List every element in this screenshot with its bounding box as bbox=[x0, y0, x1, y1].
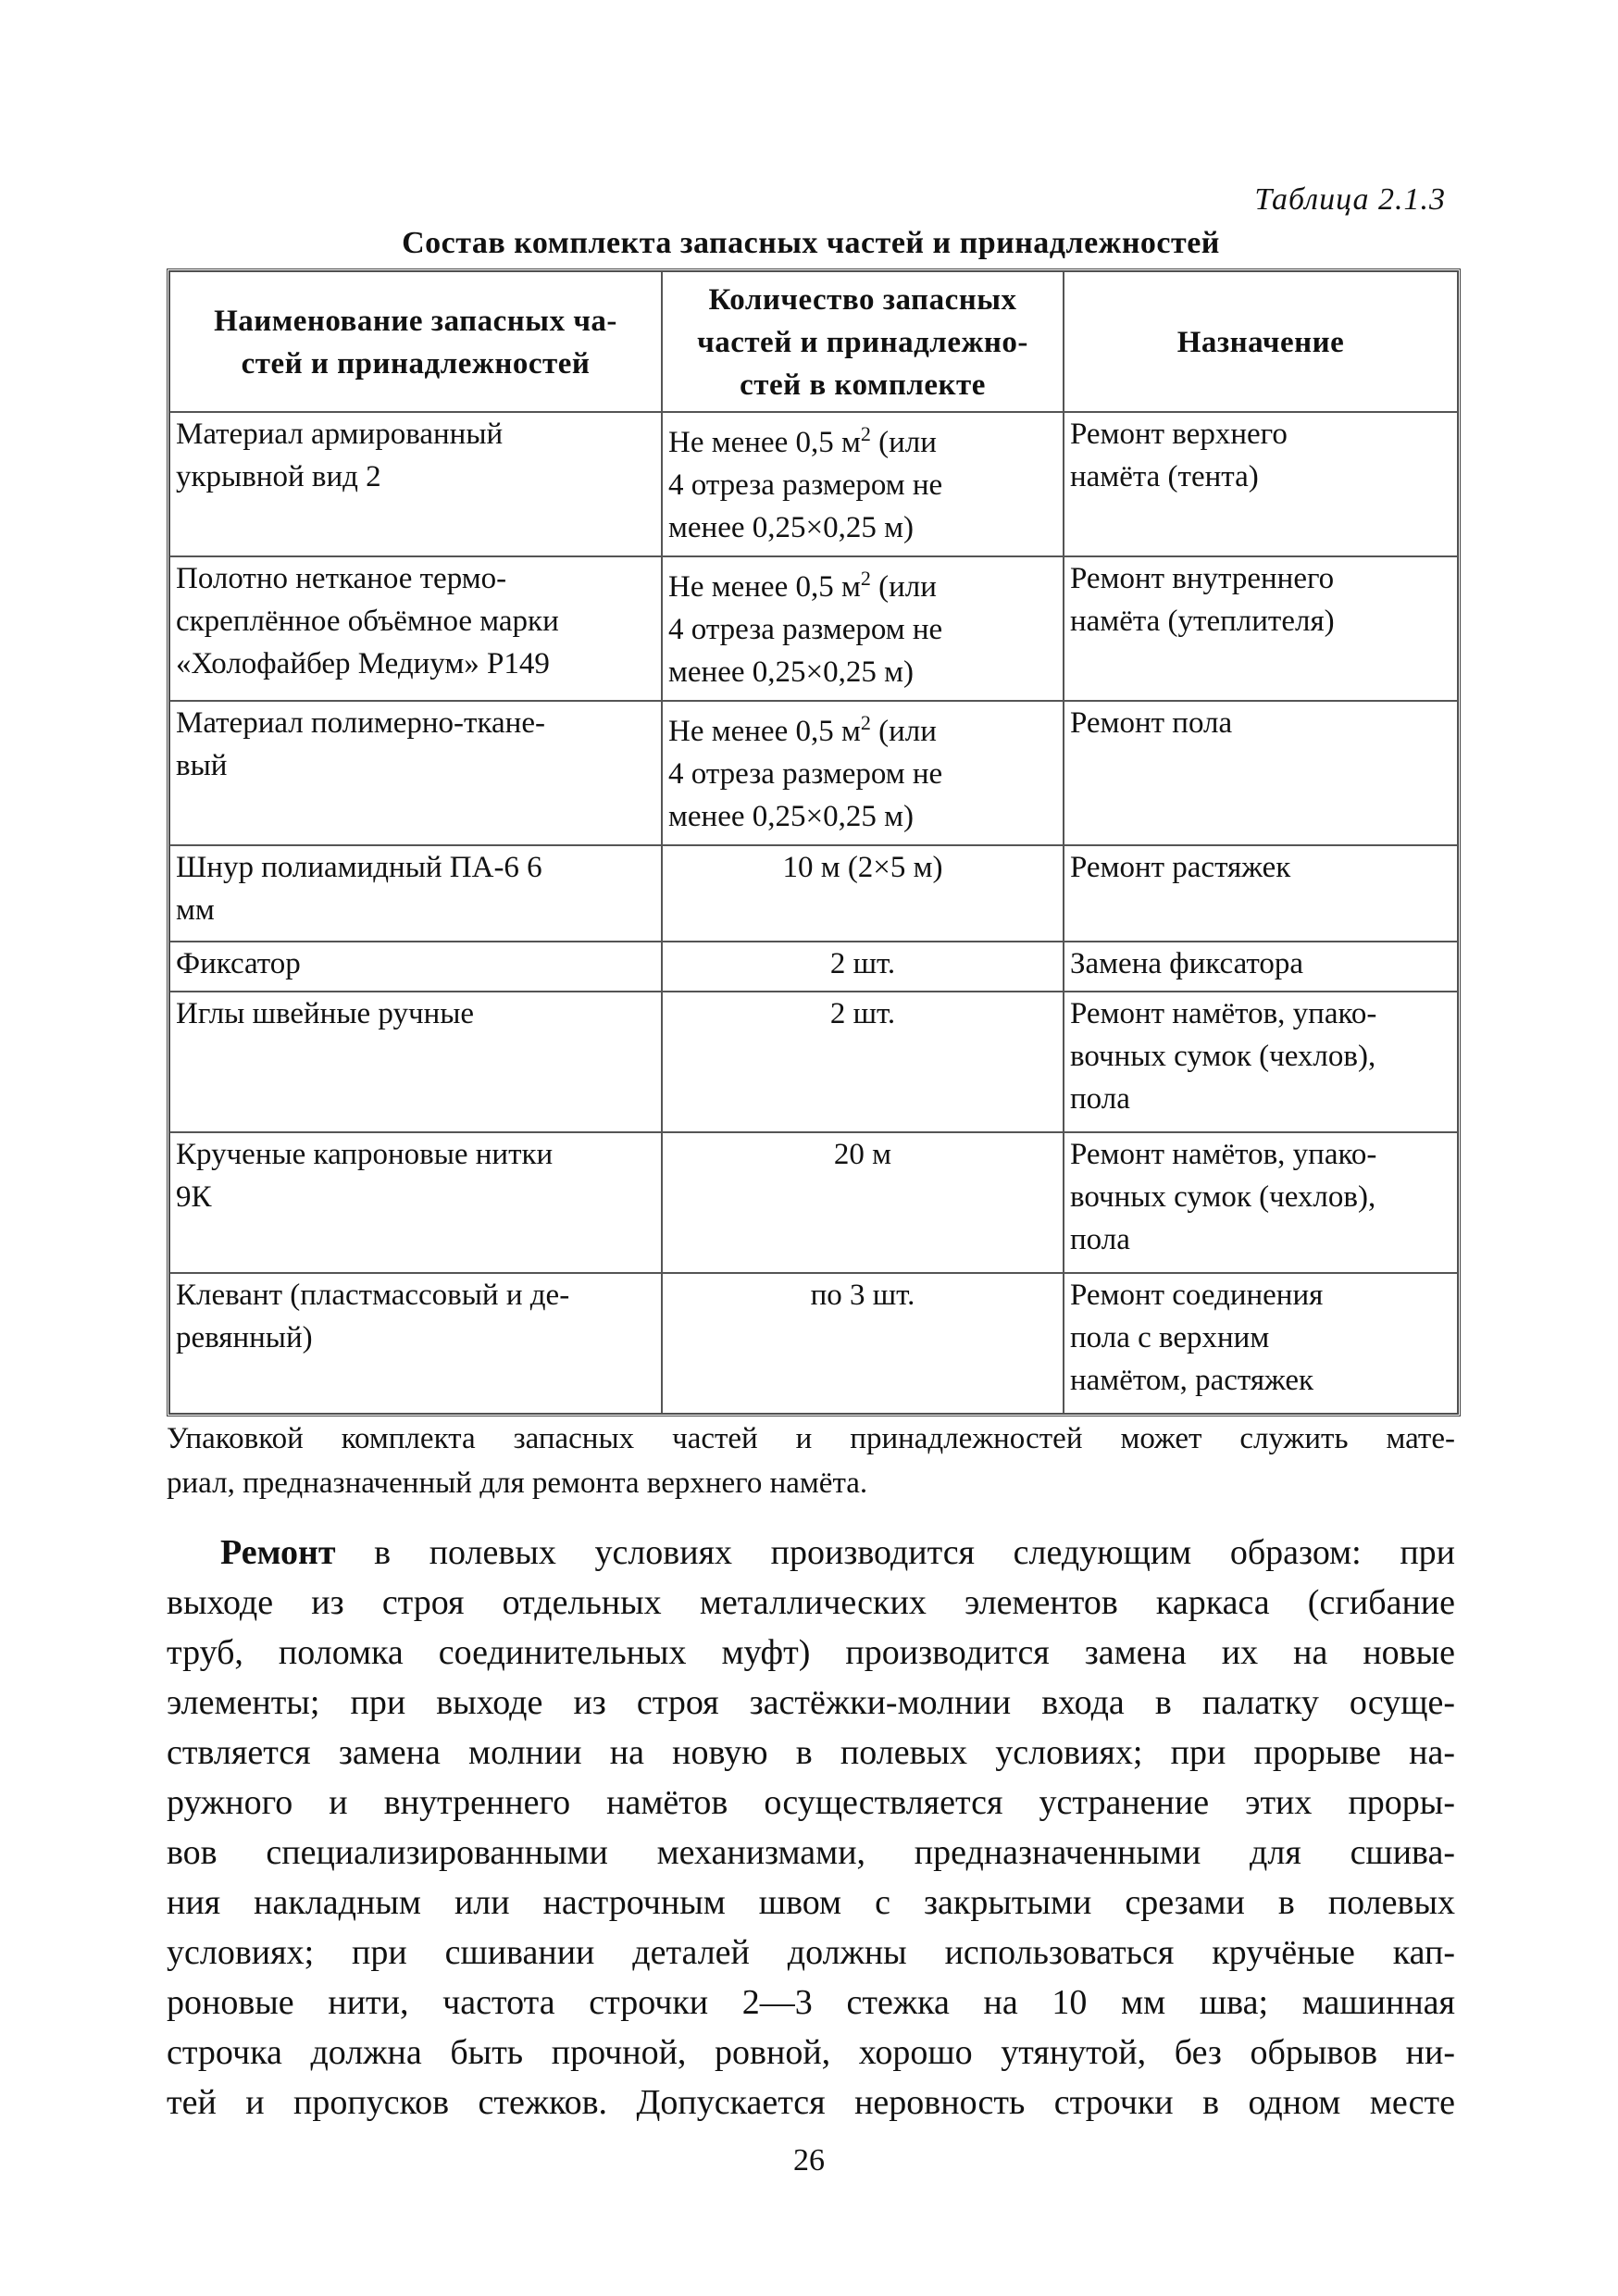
paragraph-line: условиях; при сшивании деталей должны использоваться кручёные кап- bbox=[167, 1933, 1455, 1972]
table-row bbox=[169, 556, 1458, 701]
paragraph-line: ствляется замена молнии на новую в полевых условиях; при прорыве на- bbox=[167, 1733, 1455, 1772]
cell-name: Полотно нетканое термо- скреплённое объёмное марки «Холофайбер Медиум» Р149 bbox=[169, 556, 662, 701]
cell-purpose: Ремонт пола bbox=[1064, 701, 1458, 845]
spare-parts-table bbox=[167, 268, 1461, 1416]
header-name: Наименование запасных ча- стей и принадлежностей bbox=[169, 271, 662, 412]
cell-name: Материал армированный укрывной вид 2 bbox=[169, 412, 662, 556]
paragraph-line: труб, поломка соединительных муфт) производится замена их на новые bbox=[167, 1633, 1455, 1672]
table-header-row bbox=[169, 271, 1458, 412]
table-row bbox=[169, 1273, 1458, 1414]
paragraph-line: тей и пропусков стежков. Допускается неровность строчки в одном месте bbox=[167, 2083, 1455, 2122]
table-row bbox=[169, 701, 1458, 845]
table-row bbox=[169, 942, 1458, 992]
cell-purpose: Ремонт соединения пола с верхним намётом, растяжек bbox=[1064, 1273, 1458, 1414]
spare-parts-table-wrapper bbox=[167, 268, 1455, 1416]
cell-quantity: 2 шт. bbox=[662, 942, 1064, 992]
paragraph-line: ружного и внутреннего намётов осуществляется устранение этих проры- bbox=[167, 1783, 1455, 1822]
cell-quantity: Не менее 0,5 $м^2$ (или 4 отреза размером не менее 0,25×0,25 м) bbox=[662, 556, 1064, 701]
cell-quantity: Не менее 0,5 $м^2$ (или 4 отреза размером не менее 0,25×0,25 м) bbox=[662, 412, 1064, 556]
header-quantity: Количество запасных частей и принадлежно- стей в комплекте bbox=[662, 271, 1064, 412]
table-number: Таблица 2.1.3 bbox=[1254, 182, 1446, 217]
cell-name: Материал полимерно-ткане- вый bbox=[169, 701, 662, 845]
lead-term: Ремонт bbox=[220, 1533, 336, 1572]
paragraph-line: вов специализированными механизмами, предназначенными для сшива- bbox=[167, 1833, 1455, 1872]
cell-quantity: по 3 шт. bbox=[662, 1273, 1064, 1414]
paragraph-line: роновые нити, частота строчки 2—3 стежка на 10 мм шва; машинная bbox=[167, 1983, 1455, 2022]
table-row bbox=[169, 992, 1458, 1132]
cell-name: Крученые капроновые нитки 9К bbox=[169, 1132, 662, 1273]
header-purpose: Назначение bbox=[1064, 271, 1458, 412]
table-note: Упаковкой комплекта запасных частей и принадлежностей может служить мате- риал, предназначенный для ремонта верхнего намёта. bbox=[167, 1422, 1455, 1500]
paragraph-line: строчка должна быть прочной, ровной, хорошо утянутой, без обрывов ни- bbox=[167, 2033, 1455, 2072]
paragraph-first-line: Ремонт в полевых условиях производится следующим образом: при bbox=[220, 1533, 1455, 1572]
cell-quantity: 2 шт. bbox=[662, 992, 1064, 1132]
table-row bbox=[169, 412, 1458, 556]
cell-purpose: Ремонт верхнего намёта (тента) bbox=[1064, 412, 1458, 556]
paragraph-line: выходе из строя отдельных металлических элементов каркаса (сгибание bbox=[167, 1583, 1455, 1622]
table-title: Состав комплекта запасных частей и принадлежностей bbox=[402, 226, 1220, 260]
table-row bbox=[169, 845, 1458, 942]
cell-purpose: Ремонт намётов, упако- вочных сумок (чехлов), пола bbox=[1064, 1132, 1458, 1273]
cell-purpose: Ремонт намётов, упако- вочных сумок (чехлов), пола bbox=[1064, 992, 1458, 1132]
cell-name: Иглы швейные ручные bbox=[169, 992, 662, 1132]
cell-quantity: 20 м bbox=[662, 1132, 1064, 1273]
cell-quantity: Не менее 0,5 $м^2$ (или 4 отреза размером не менее 0,25×0,25 м) bbox=[662, 701, 1064, 845]
cell-name: Шнур полиамидный ПА-6 6 мм bbox=[169, 845, 662, 942]
cell-purpose: Ремонт растяжек bbox=[1064, 845, 1458, 942]
paragraph-line: элементы; при выходе из строя застёжки-молнии входа в палатку осуще- bbox=[167, 1683, 1455, 1722]
body-paragraph bbox=[167, 1528, 1455, 2128]
cell-name: Клевант (пластмассовый и де- ревянный) bbox=[169, 1273, 662, 1414]
cell-name: Фиксатор bbox=[169, 942, 662, 992]
cell-purpose: Ремонт внутреннего намёта (утеплителя) bbox=[1064, 556, 1458, 701]
cell-quantity: 10 м (2×5 м) bbox=[662, 845, 1064, 942]
table-row bbox=[169, 1132, 1458, 1273]
paragraph-line: ния накладным или настрочным швом с закрытыми срезами в полевых bbox=[167, 1883, 1455, 1922]
page-number: 26 bbox=[793, 2143, 825, 2177]
cell-purpose: Замена фиксатора bbox=[1064, 942, 1458, 992]
